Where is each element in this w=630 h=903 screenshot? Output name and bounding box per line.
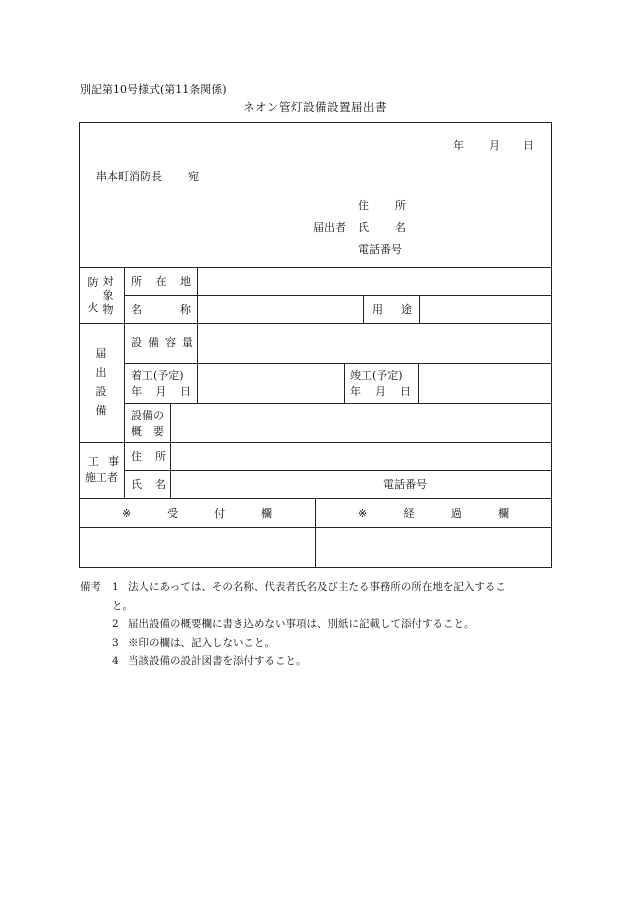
divider	[124, 295, 552, 296]
divider	[418, 363, 419, 403]
divider	[170, 403, 171, 498]
divider	[197, 267, 198, 403]
note-item: 備考 1 法人にあっては、その名称、代表者氏名及び主たる事務所の所在地を記入するこ	[80, 578, 550, 597]
overview-label-2: 概 要	[131, 425, 164, 438]
contractor-name-label: 氏 名	[131, 478, 166, 491]
applicant-phone-label: 電話番号	[358, 243, 402, 256]
target-label-col2: 対 象 物	[102, 275, 114, 316]
start-date-ymd-label: 年 月 日	[131, 385, 191, 398]
form-number: 別記第10号様式(第11条関係)	[80, 83, 227, 96]
addressee-suffix: 宛	[188, 170, 199, 183]
divider	[344, 363, 345, 403]
notes	[80, 578, 550, 671]
divider	[79, 323, 552, 324]
reception-column-label: ※ 受 付 欄	[122, 507, 272, 520]
divider	[419, 295, 420, 323]
contractor-address-label: 住 所	[131, 450, 166, 463]
progress-column-label: ※ 経 過 欄	[358, 507, 509, 520]
divider	[124, 403, 552, 404]
form-title: ネオン管灯設備設置届出書	[243, 100, 387, 114]
contractor-label-2: 施工者	[85, 471, 118, 484]
divider	[363, 295, 364, 323]
note-item: 4 当該設備の設計図書を添付すること。	[112, 655, 307, 667]
divider	[124, 267, 125, 498]
target-label-col1: 防 火	[87, 276, 99, 314]
overview-label-1: 設備の	[131, 409, 164, 422]
use-label: 用 途	[372, 303, 412, 316]
date-year-label: 年	[453, 139, 464, 152]
end-date-label: 竣工(予定)	[350, 369, 403, 382]
capacity-label: 設 備 容 量	[131, 336, 193, 349]
note-item: と。	[112, 599, 133, 612]
note-item: 2 届出設備の概要欄に書き込めない事項は、別紙に記載して添付すること。	[112, 618, 475, 630]
contractor-phone-label: 電話番号	[383, 478, 427, 491]
contractor-label-1: 工 事	[88, 455, 119, 468]
start-date-label: 着工(予定)	[131, 369, 184, 382]
divider	[124, 363, 552, 364]
notes-heading: 備考	[80, 581, 101, 593]
divider	[124, 470, 552, 471]
date-month-label: 月	[489, 139, 500, 152]
note-item: 3 ※印の欄は、記入しないこと。	[112, 636, 275, 649]
divider	[315, 498, 316, 568]
end-date-ymd-label: 年 月 日	[350, 385, 411, 398]
location-label: 所 在 地	[131, 275, 191, 288]
applicant-address-label: 住 所	[358, 199, 406, 212]
divider	[79, 442, 552, 443]
addressee: 串本町消防長	[96, 170, 162, 183]
date-day-label: 日	[523, 139, 534, 152]
equipment-group-label: 届 出 設 備	[95, 347, 107, 417]
target-name-label: 名 称	[131, 303, 191, 316]
applicant-name-label: 氏 名	[358, 221, 406, 234]
applicant-label: 届出者	[313, 221, 346, 234]
divider	[79, 267, 552, 268]
